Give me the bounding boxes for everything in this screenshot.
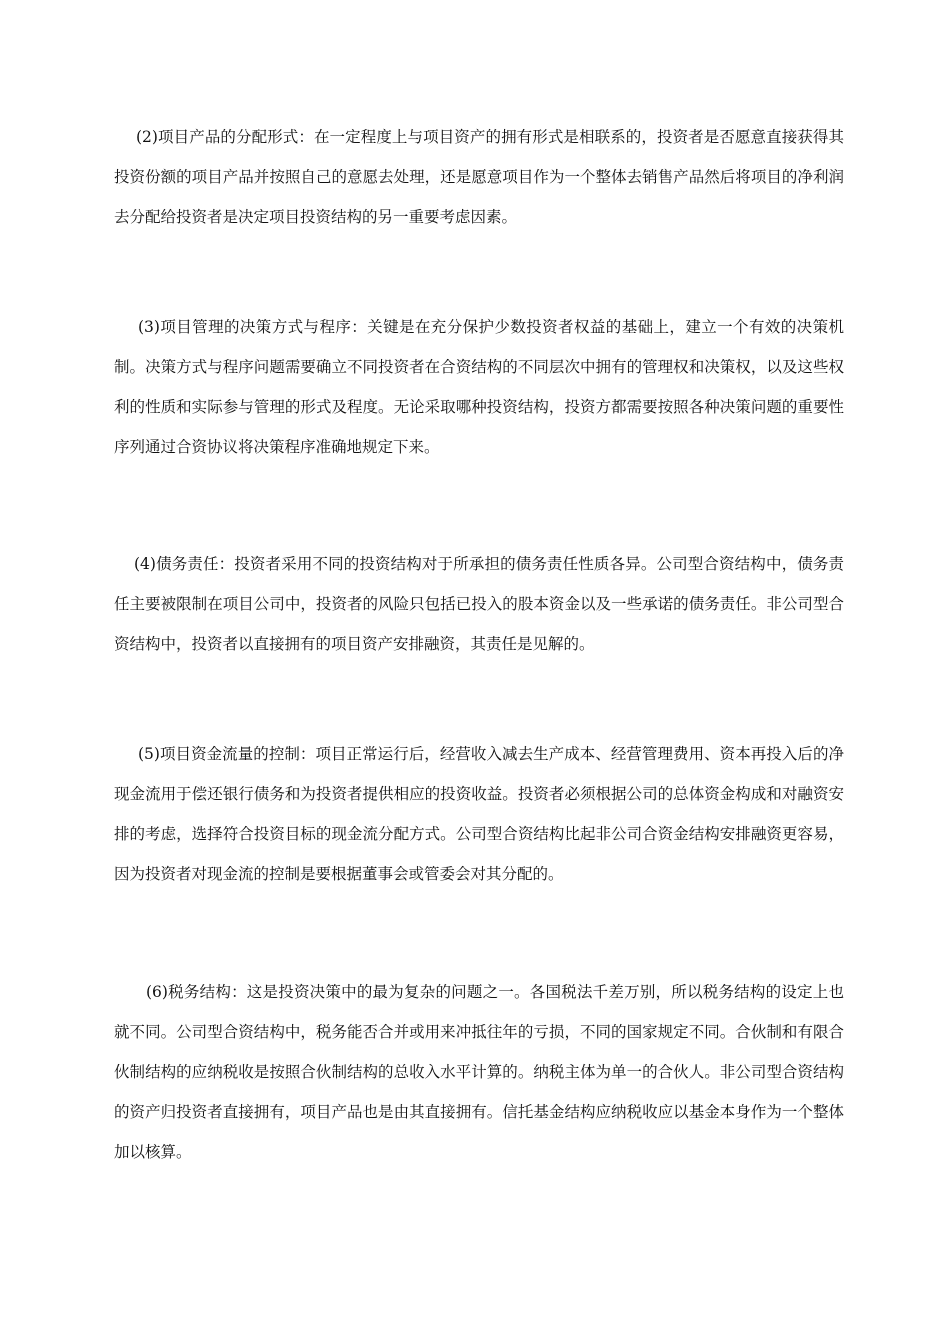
paragraph-management-decision: (3)项目管理的决策方式与程序：关键是在充分保护少数投资者权益的基础上，建立一个有效的决策机制。决策方式与程序问题需要确立不同投资者在合资结构的不同层次中拥有的管理权和决策权，以及这些权利的性质和实际参与管理的形式及程度。无论采取哪种投资结构，投资方都需要按照各种决策问题的重要性序列通过合资协议将决策程序准确地规定下来。 — [114, 318, 844, 456]
paragraph-product-distribution: (2)项目产品的分配形式：在一定程度上与项目资产的拥有形式是相联系的，投资者是否愿意直接获得其投资份额的项目产品并按照自己的意愿去处理，还是愿意项目作为一个整体去销售产品然后将项目的净利润去分配给投资者是决定项目投资结构的另一重要考虑因素。 — [114, 128, 844, 226]
paragraph-tax-structure: (6)税务结构：这是投资决策中的最为复杂的问题之一。各国税法千差万别，所以税务结构的设定上也就不同。公司型合资结构中，税务能否合并或用来冲抵往年的亏损，不同的国家规定不同。合伙制和有限合伙制结构的应纳税收是按照合伙制结构的总收入水平计算的。纳税主体为单一的合伙人。非公司型合资结构的资产归投资者直接拥有，项目产品也是由其直接拥有。信托基金结构应纳税收应以基金本身作为一个整体加以核算。 — [114, 983, 844, 1161]
paragraph-debt-liability: (4)债务责任：投资者采用不同的投资结构对于所承担的债务责任性质各异。公司型合资结构中，债务责任主要被限制在项目公司中，投资者的风险只包括已投入的股本资金以及一些承诺的债务责任。非公司型合资结构中，投资者以直接拥有的项目资产安排融资，其责任是见解的。 — [114, 555, 844, 653]
paragraph-cash-flow-control: (5)项目资金流量的控制：项目正常运行后，经营收入减去生产成本、经营管理费用、资本再投入后的净现金流用于偿还银行债务和为投资者提供相应的投资收益。投资者必须根据公司的总体资金构成和对融资安排的考虑，选择符合投资目标的现金流分配方式。公司型合资结构比起非公司合资金结构安排融资更容易，因为投资者对现金流的控制是要根据董事会或管委会对其分配的。 — [114, 745, 844, 883]
